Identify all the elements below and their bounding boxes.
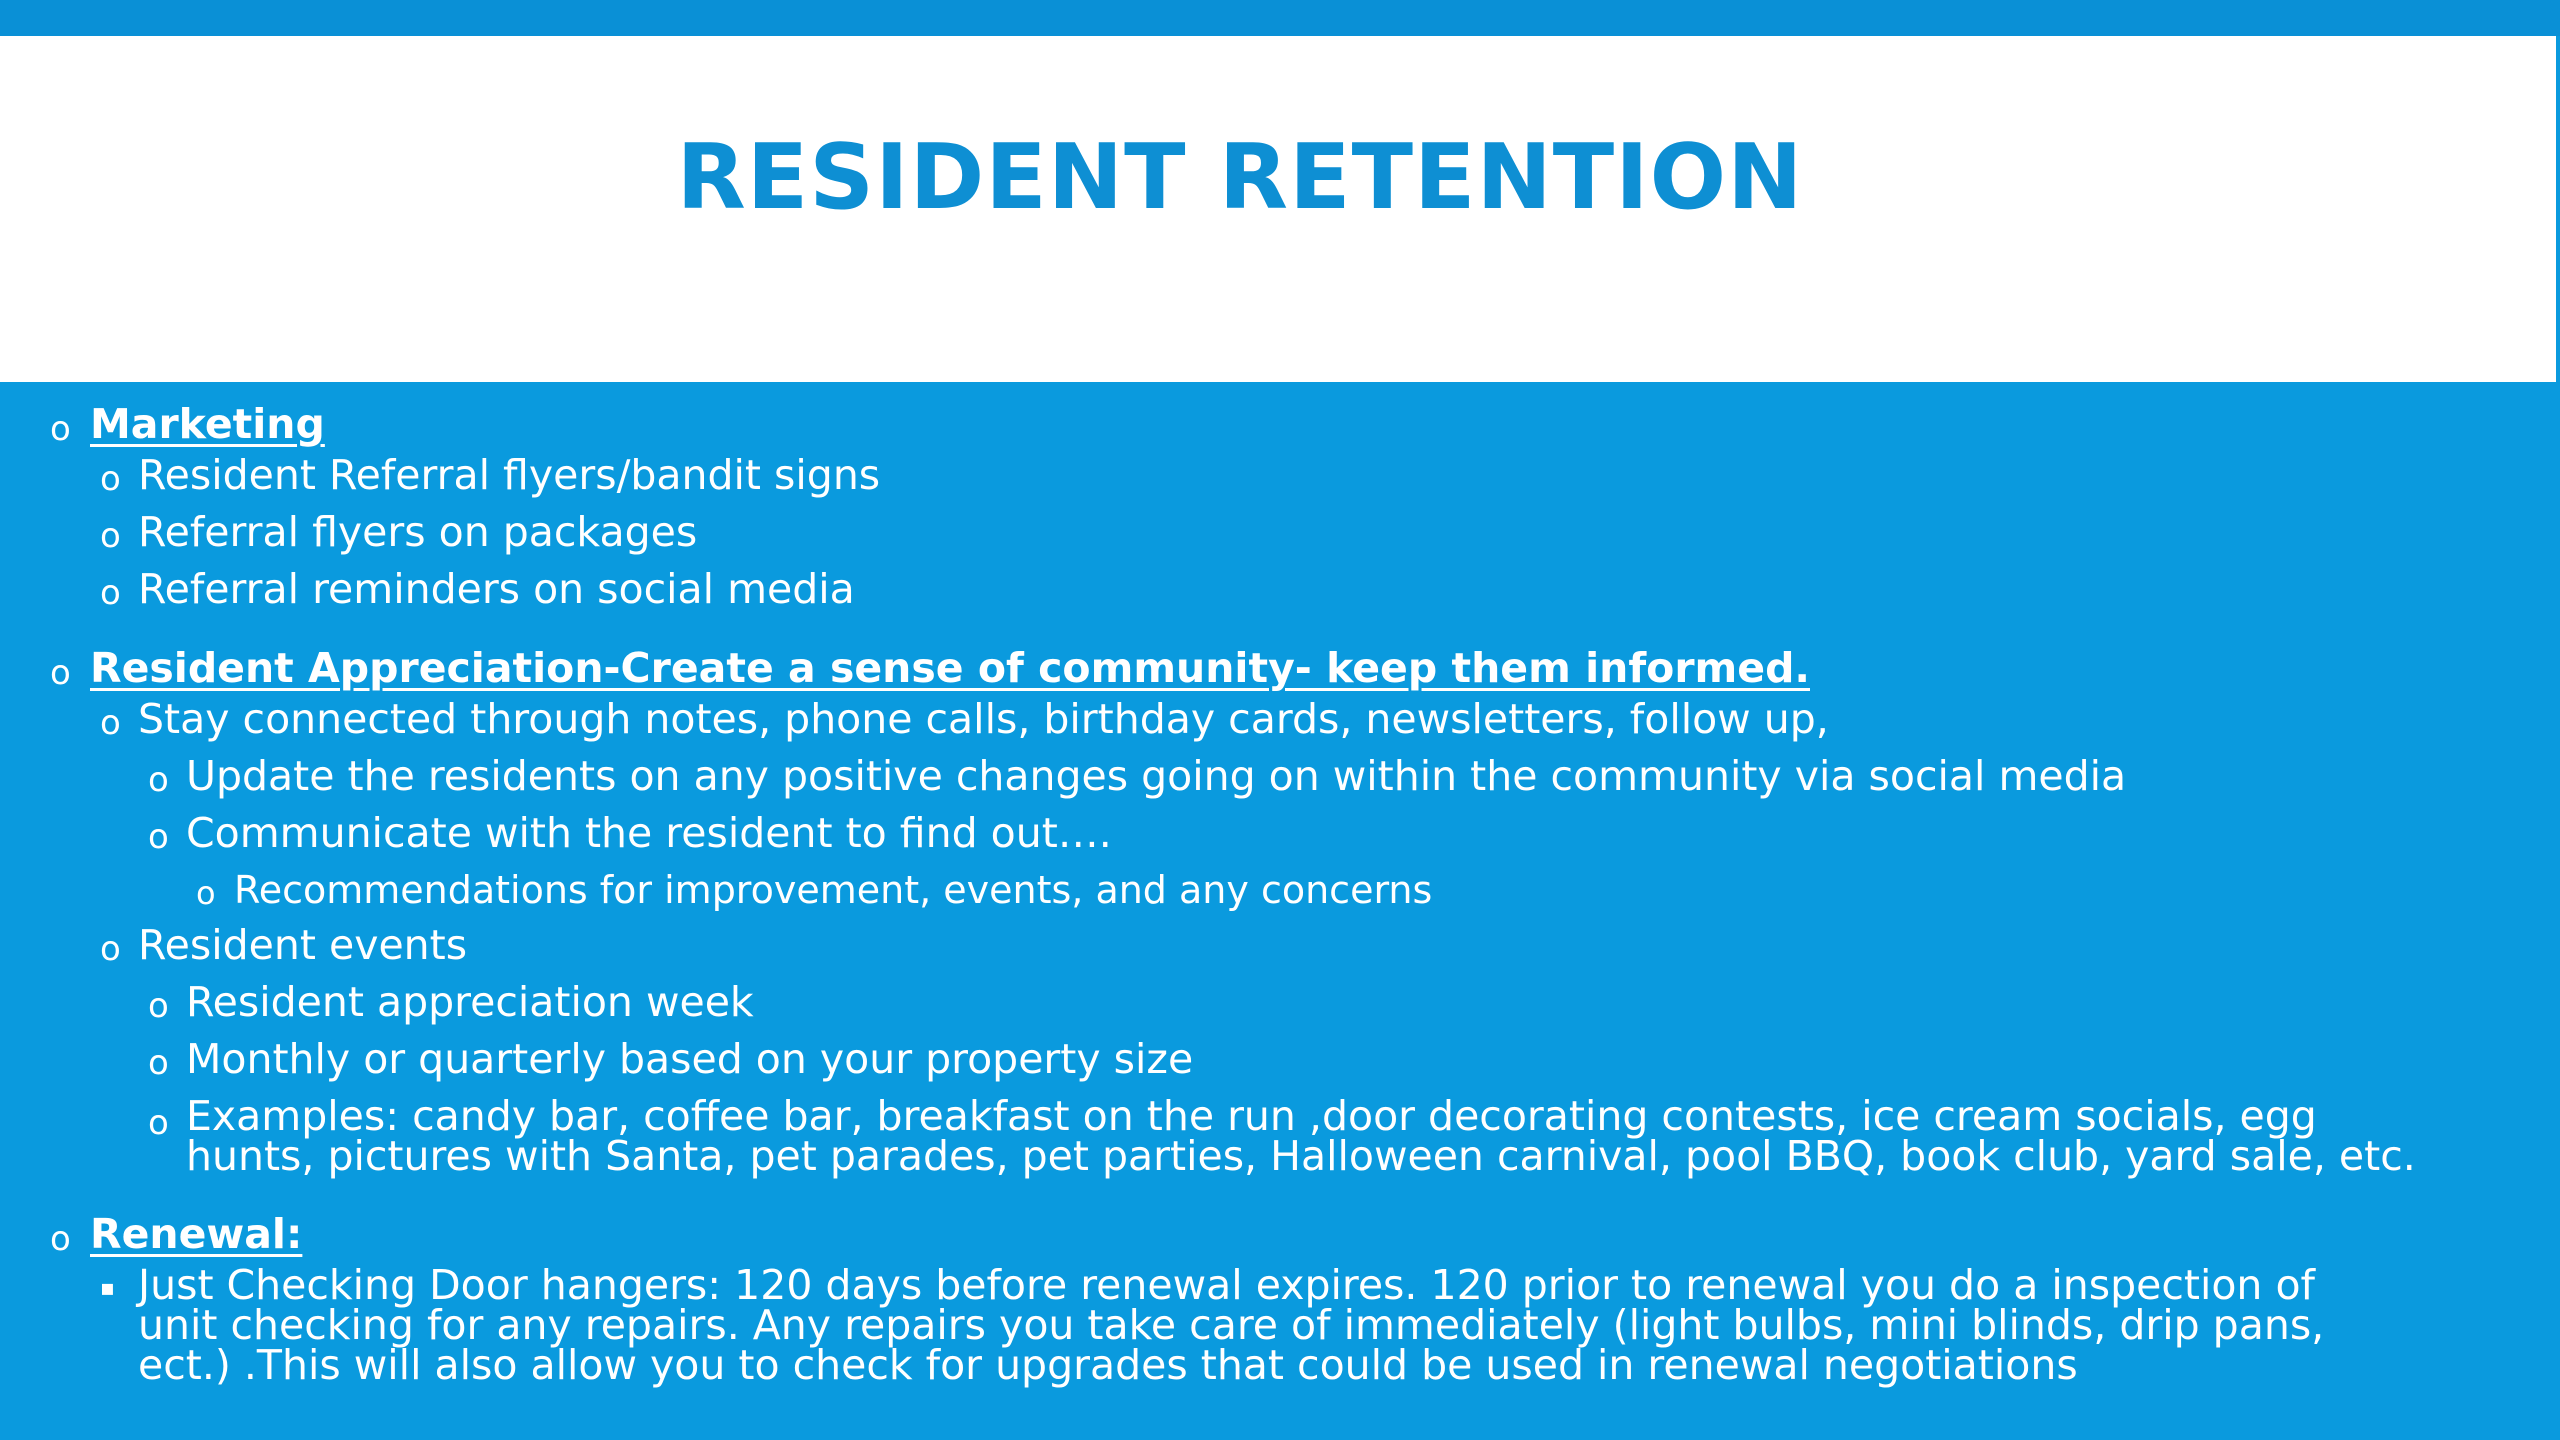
section-heading-renewal (50, 1210, 2490, 1259)
circle-bullet-icon: o (100, 459, 121, 499)
heading-text: Renewal: (90, 1210, 303, 1258)
item-text: Just Checking Door hangers: 120 days before renewal expires. 120 prior to renewal you do a inspection of unit checking for any repairs. Any repairs you take care of immediately (light bulbs, mini blinds, drip pans, ect.) .This will also allow you to check for upgrades that could be used in renewal negotiations (138, 1261, 2325, 1389)
circle-bullet-icon: o (100, 703, 121, 743)
list-item (50, 508, 2490, 556)
circle-bullet-icon: o (100, 573, 121, 613)
heading-text: Marketing (90, 400, 325, 448)
item-text: Referral flyers on packages (138, 508, 698, 556)
list-item (50, 1261, 2398, 1389)
circle-bullet-icon: o (100, 929, 121, 969)
list-item (50, 752, 2490, 800)
list-item (50, 978, 2490, 1026)
circle-bullet-icon: o (148, 1043, 169, 1083)
section-heading-marketing (50, 400, 2490, 449)
top-accent-band (0, 0, 2560, 36)
circle-bullet-icon: o (50, 653, 71, 693)
circle-bullet-icon: o (196, 874, 216, 912)
item-text: Resident Referral flyers/bandit signs (138, 451, 881, 499)
square-bullet-icon: ▪ (100, 1276, 115, 1301)
item-text: Recommendations for improvement, events, and any concerns (234, 868, 1433, 912)
list-item (50, 921, 2490, 969)
circle-bullet-icon: o (148, 986, 169, 1026)
heading-text: Resident Appreciation-Create a sense of community- keep them informed. (90, 644, 1810, 692)
section-heading-appreciation (50, 644, 2490, 693)
list-item (50, 1092, 2446, 1180)
list-item (50, 809, 2490, 857)
circle-bullet-icon: o (100, 516, 121, 556)
circle-bullet-icon: o (148, 760, 169, 800)
item-text: Examples: candy bar, coffee bar, breakfast on the run ,door decorating contests, ice cream socials, egg hunts, pictures with Santa, pet parades, pet parties, Halloween carnival, pool BBQ, book club, yard sale, etc. (186, 1092, 2416, 1180)
list-item (50, 695, 2490, 743)
circle-bullet-icon: o (148, 817, 169, 857)
list-item (50, 565, 2490, 613)
item-text: Referral reminders on social media (138, 565, 855, 613)
item-text: Resident appreciation week (186, 978, 754, 1026)
item-text: Communicate with the resident to find out…. (186, 809, 1112, 857)
list-item (50, 451, 2490, 499)
item-text: Resident events (138, 921, 468, 969)
list-item (50, 1035, 2490, 1083)
item-text: Monthly or quarterly based on your property size (186, 1035, 1194, 1083)
slide-title: RESIDENT RETENTION (676, 125, 1804, 230)
item-text: Update the residents on any positive changes going on within the community via social media (186, 752, 2127, 800)
circle-bullet-icon: o (148, 1103, 169, 1143)
slide-body (50, 398, 2490, 1389)
item-text: Stay connected through notes, phone calls, birthday cards, newsletters, follow up, (138, 695, 1829, 743)
circle-bullet-icon: o (50, 1219, 71, 1259)
circle-bullet-icon: o (50, 409, 71, 449)
list-item (50, 868, 2490, 912)
